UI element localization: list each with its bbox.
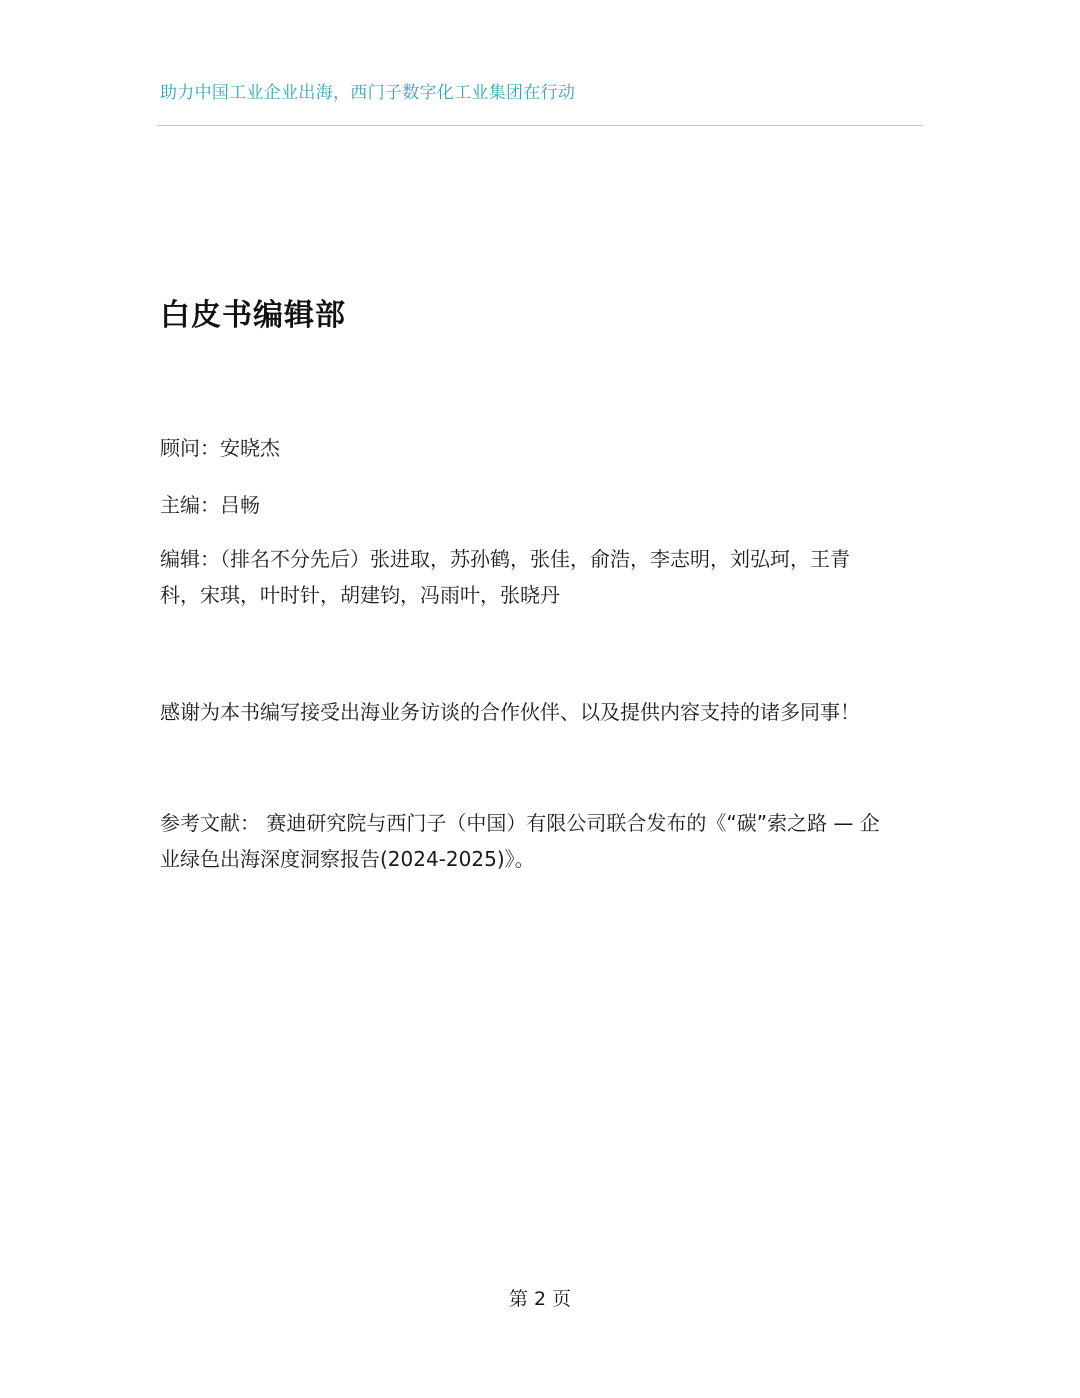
reference-line-2: 业绿色出海深度洞察报告(2024-2025)》。 [160,847,535,871]
editors-line-1: 编辑：（排名不分先后）张进取，苏孙鹤，张佳，俞浩，李志明，刘弘珂，王青 [160,547,850,571]
page-number: 第 2 页 [508,1288,572,1310]
reference-paragraph [160,805,920,877]
running-header: 助力中国工业企业出海，西门子数字化工业集团在行动 [160,83,576,103]
acknowledgement-text: 感谢为本书编写接受出海业务访谈的合作伙伴、以及提供内容支持的诸多同事！ [160,700,860,724]
editors-line-2: 科，宋琪，叶时针，胡建钧，冯雨叶，张晓丹 [160,583,560,607]
header-divider [157,125,923,126]
page-title: 白皮书编辑部 [160,298,346,333]
advisor-line: 顾问：安晓杰 [160,436,280,460]
editors-paragraph [160,541,920,613]
reference-line-1: 参考文献： 赛迪研究院与西门子（中国）有限公司联合发布的《“碳”索之路 — 企 [160,811,880,835]
chief-editor-line: 主编：吕畅 [160,493,260,517]
